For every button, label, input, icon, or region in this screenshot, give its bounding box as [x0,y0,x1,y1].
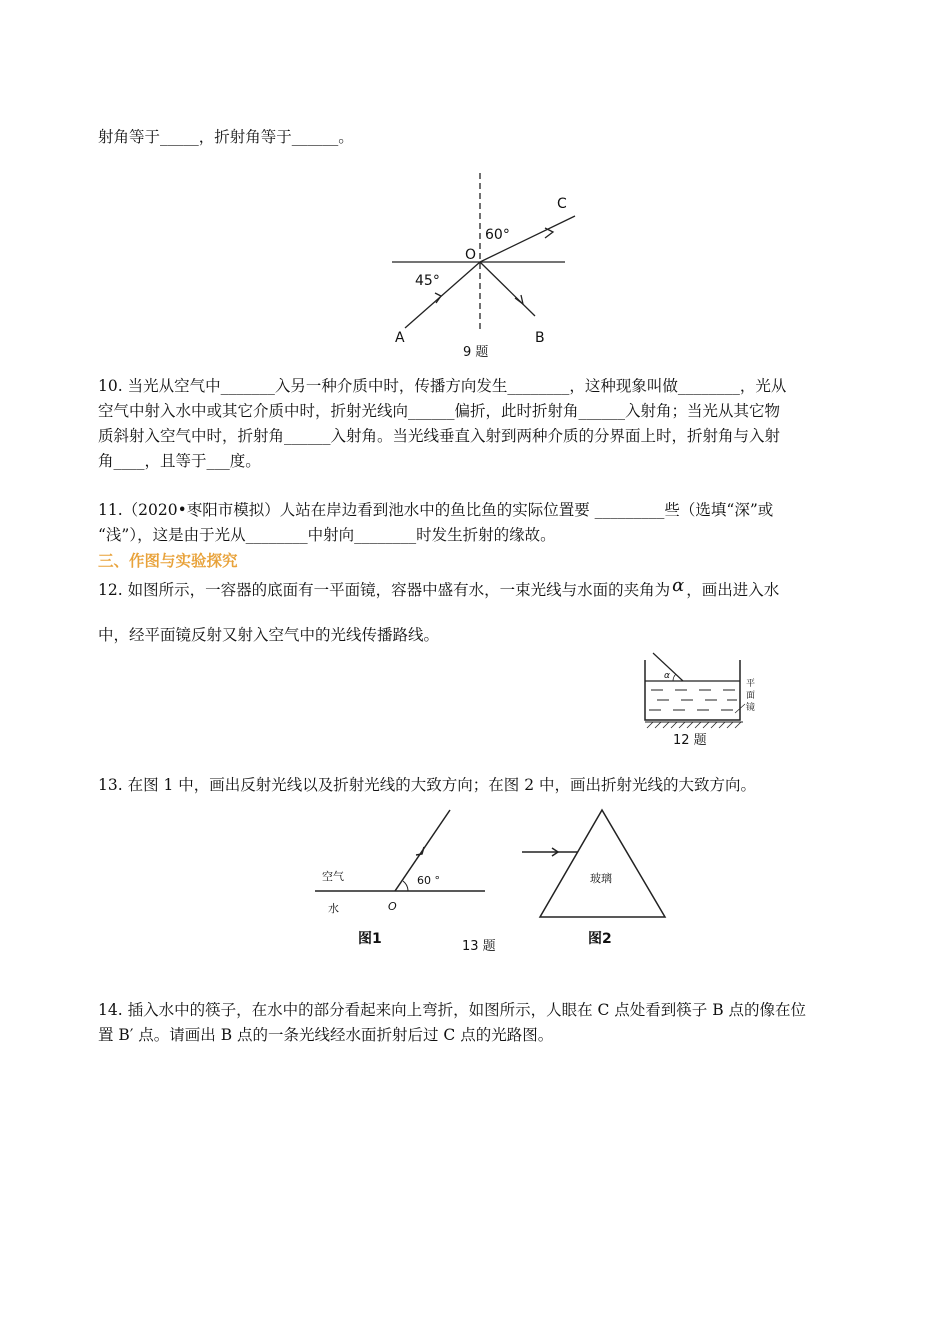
fig13-water-label: 水 [328,902,339,915]
q10-line-2: 空气中射入水中或其它介质中时，折射光线向______偏折，此时折射角______入射角；当光从其它物 [98,402,781,420]
q9-answer-line: 射角等于_____，折射角等于______。 [98,128,354,146]
fig9-label-C: C [557,196,567,212]
fig9-angle-45: 45° [415,273,440,289]
q13-line-1: 13. 在图 1 中，画出反射光线以及折射光线的大致方向；在图 2 中，画出折射光线的大致方向。 [98,776,757,794]
fig9-ray-AO [405,262,480,328]
figure-13 [300,800,680,960]
fig9-label-B: B [535,330,545,346]
fig12-mirror-3: 镜 [746,703,756,713]
q10-line-1: 10. 当光从空气中_______入另一种介质中时，传播方向发生________，这种现象叫做________，光从 [98,377,787,395]
q11-line-1: 11.（2020•枣阳市模拟）人站在岸边看到池水中的鱼比鱼的实际位置要 _________些（选填“深”或 [98,501,774,519]
fig13-angle-label: 60 ° [417,874,440,887]
fig12-alpha: α [664,671,670,681]
q12-line-2: 中，经平面镜反射又射入空气中的光线传播路线。 [98,626,440,644]
fig9-angle-60: 60° [485,227,510,243]
fig9-ray-OB [480,262,535,316]
fig13-caption: 13 题 [462,939,496,954]
fig9-label-O: O [465,247,477,263]
fig9-caption: 9 题 [463,345,489,360]
q10-line-3: 质斜射入空气中时，折射角______入射角。当光线垂直入射到两种介质的分界面上时，折射角与入射 [98,427,781,445]
q12-line-1 [98,575,780,600]
q14-line-1: 14. 插入水中的筷子，在水中的部分看起来向上弯折，如图所示，人眼在 C 点处看到筷子 B 点的像在位 [98,1001,807,1019]
figure-12 [635,648,765,750]
fig13-fig2-label: 图2 [588,931,612,947]
fig12-mirror-2: 面 [746,691,756,701]
q10-line-4: 角____，且等于___度。 [98,452,261,470]
section-heading: 三、作图与实验探究 [98,552,238,570]
q12-text: 12. 如图所示，一容器的底面有一平面镜，容器中盛有水，一束光线与水面的夹角为 [98,581,671,599]
fig13-glass-label: 玻璃 [590,872,612,885]
q11-line-2: “浅”），这是由于光从________中射向________时发生折射的缘故。 [98,526,556,544]
fig13-fig1-label: 图1 [358,931,382,947]
q14-line-2: 置 B′ 点。请画出 B 点的一条光线经水面折射后过 C 点的光路图。 [98,1026,554,1044]
fig13-glass-prism [540,810,665,917]
fig9-label-A: A [395,330,405,346]
fig13-air-label: 空气 [322,870,344,883]
fig12-caption: 12 题 [673,733,707,748]
fig12-mirror-1: 平 [746,679,756,689]
q12-text-end: ，画出进入水 [686,581,780,599]
q12-alpha: α [672,575,685,596]
fig13-label-O: O [388,900,397,913]
figure-9 [385,168,585,363]
